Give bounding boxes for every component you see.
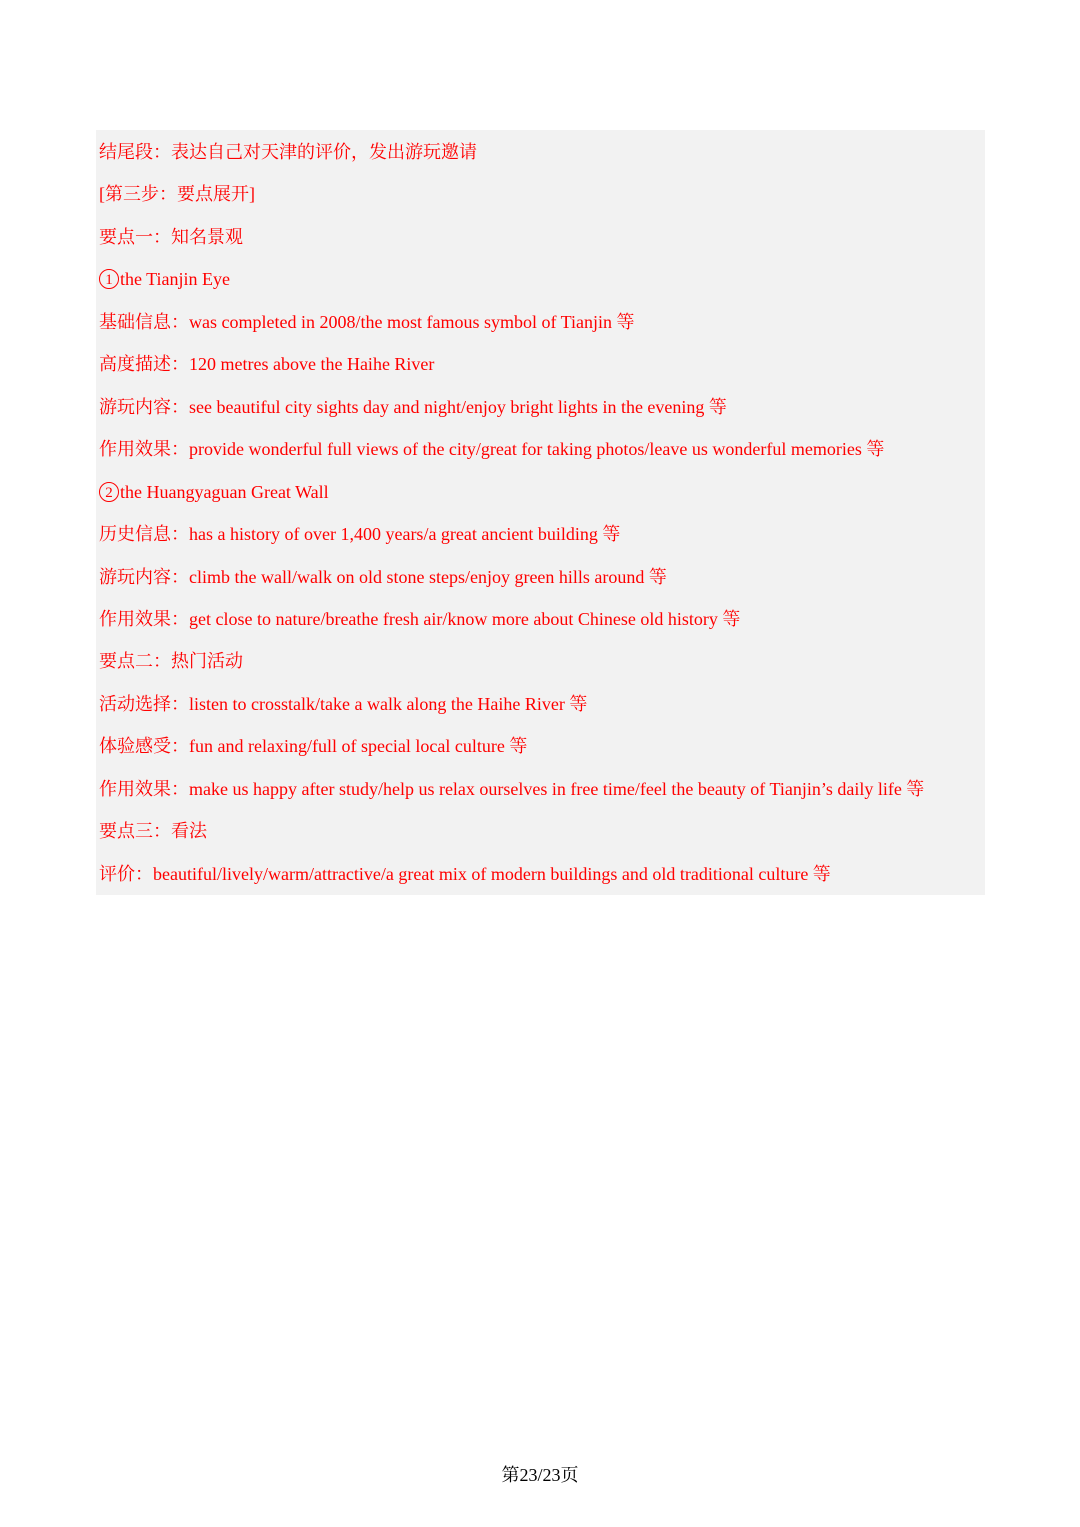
line-text: 要点展开] bbox=[177, 184, 255, 204]
text-line bbox=[99, 646, 243, 676]
text-line bbox=[99, 264, 230, 294]
line-text: listen to crosstalk/take a walk along the Haihe River 等 bbox=[189, 694, 588, 714]
page-number: 第23/23页 bbox=[501, 1465, 579, 1485]
circled-number-marker: 2 bbox=[99, 482, 119, 502]
line-text: fun and relaxing/full of special local culture 等 bbox=[189, 736, 528, 756]
line-label: 游玩内容： bbox=[99, 567, 189, 587]
line-label: 要点二： bbox=[99, 651, 171, 671]
line-text: see beautiful city sights day and night/enjoy bright lights in the evening 等 bbox=[189, 397, 727, 417]
line-text: get close to nature/breathe fresh air/know more about Chinese old history 等 bbox=[189, 609, 741, 629]
text-line bbox=[99, 222, 243, 252]
line-label: 要点一： bbox=[99, 227, 171, 247]
line-text: 热门活动 bbox=[171, 651, 243, 671]
text-line bbox=[99, 816, 207, 846]
line-label: 体验感受： bbox=[99, 736, 189, 756]
text-line bbox=[99, 137, 477, 167]
text-line bbox=[99, 562, 667, 592]
text-line bbox=[99, 604, 740, 634]
line-text: the Tianjin Eye bbox=[120, 269, 231, 289]
text-line bbox=[99, 434, 884, 464]
line-label: 评价： bbox=[99, 864, 153, 884]
line-text: provide wonderful full views of the city/great for taking photos/leave us wonderful memories 等 bbox=[189, 439, 885, 459]
line-text: 表达自己对天津的评价，发出游玩邀请 bbox=[171, 142, 477, 162]
text-line bbox=[99, 179, 255, 209]
text-line bbox=[99, 349, 434, 379]
line-text: make us happy after study/help us relax ourselves in free time/feel the beauty of Tianjin’s daily life 等 bbox=[189, 779, 925, 799]
line-text: climb the wall/walk on old stone steps/enjoy green hills around 等 bbox=[189, 567, 667, 587]
line-label: 历史信息： bbox=[99, 524, 189, 544]
line-text: the Huangyaguan Great Wall bbox=[120, 482, 329, 502]
line-text: was completed in 2008/the most famous symbol of Tianjin 等 bbox=[189, 312, 635, 332]
text-line bbox=[99, 307, 634, 337]
text-line bbox=[99, 689, 587, 719]
text-line bbox=[99, 731, 527, 761]
line-label: 作用效果： bbox=[99, 439, 189, 459]
line-label: 作用效果： bbox=[99, 779, 189, 799]
line-label: 结尾段： bbox=[99, 142, 171, 162]
line-text: has a history of over 1,400 years/a great ancient building 等 bbox=[189, 524, 621, 544]
line-label: 高度描述： bbox=[99, 354, 189, 374]
line-text: 120 metres above the Haihe River bbox=[189, 354, 435, 374]
line-text: 看法 bbox=[171, 821, 207, 841]
answer-guide-block bbox=[96, 130, 985, 895]
line-label: 活动选择： bbox=[99, 694, 189, 714]
line-label: [第三步： bbox=[99, 184, 177, 204]
text-line bbox=[99, 519, 620, 549]
line-text: beautiful/lively/warm/attractive/a great mix of modern buildings and old traditional culture 等 bbox=[153, 864, 831, 884]
line-label: 要点三： bbox=[99, 821, 171, 841]
line-text: 知名景观 bbox=[171, 227, 243, 247]
line-label: 基础信息： bbox=[99, 312, 189, 332]
circled-number-marker: 1 bbox=[99, 269, 119, 289]
line-label: 作用效果： bbox=[99, 609, 189, 629]
text-line bbox=[99, 859, 831, 889]
text-line bbox=[99, 392, 727, 422]
text-line bbox=[99, 774, 924, 804]
text-line bbox=[99, 477, 329, 507]
line-label: 游玩内容： bbox=[99, 397, 189, 417]
